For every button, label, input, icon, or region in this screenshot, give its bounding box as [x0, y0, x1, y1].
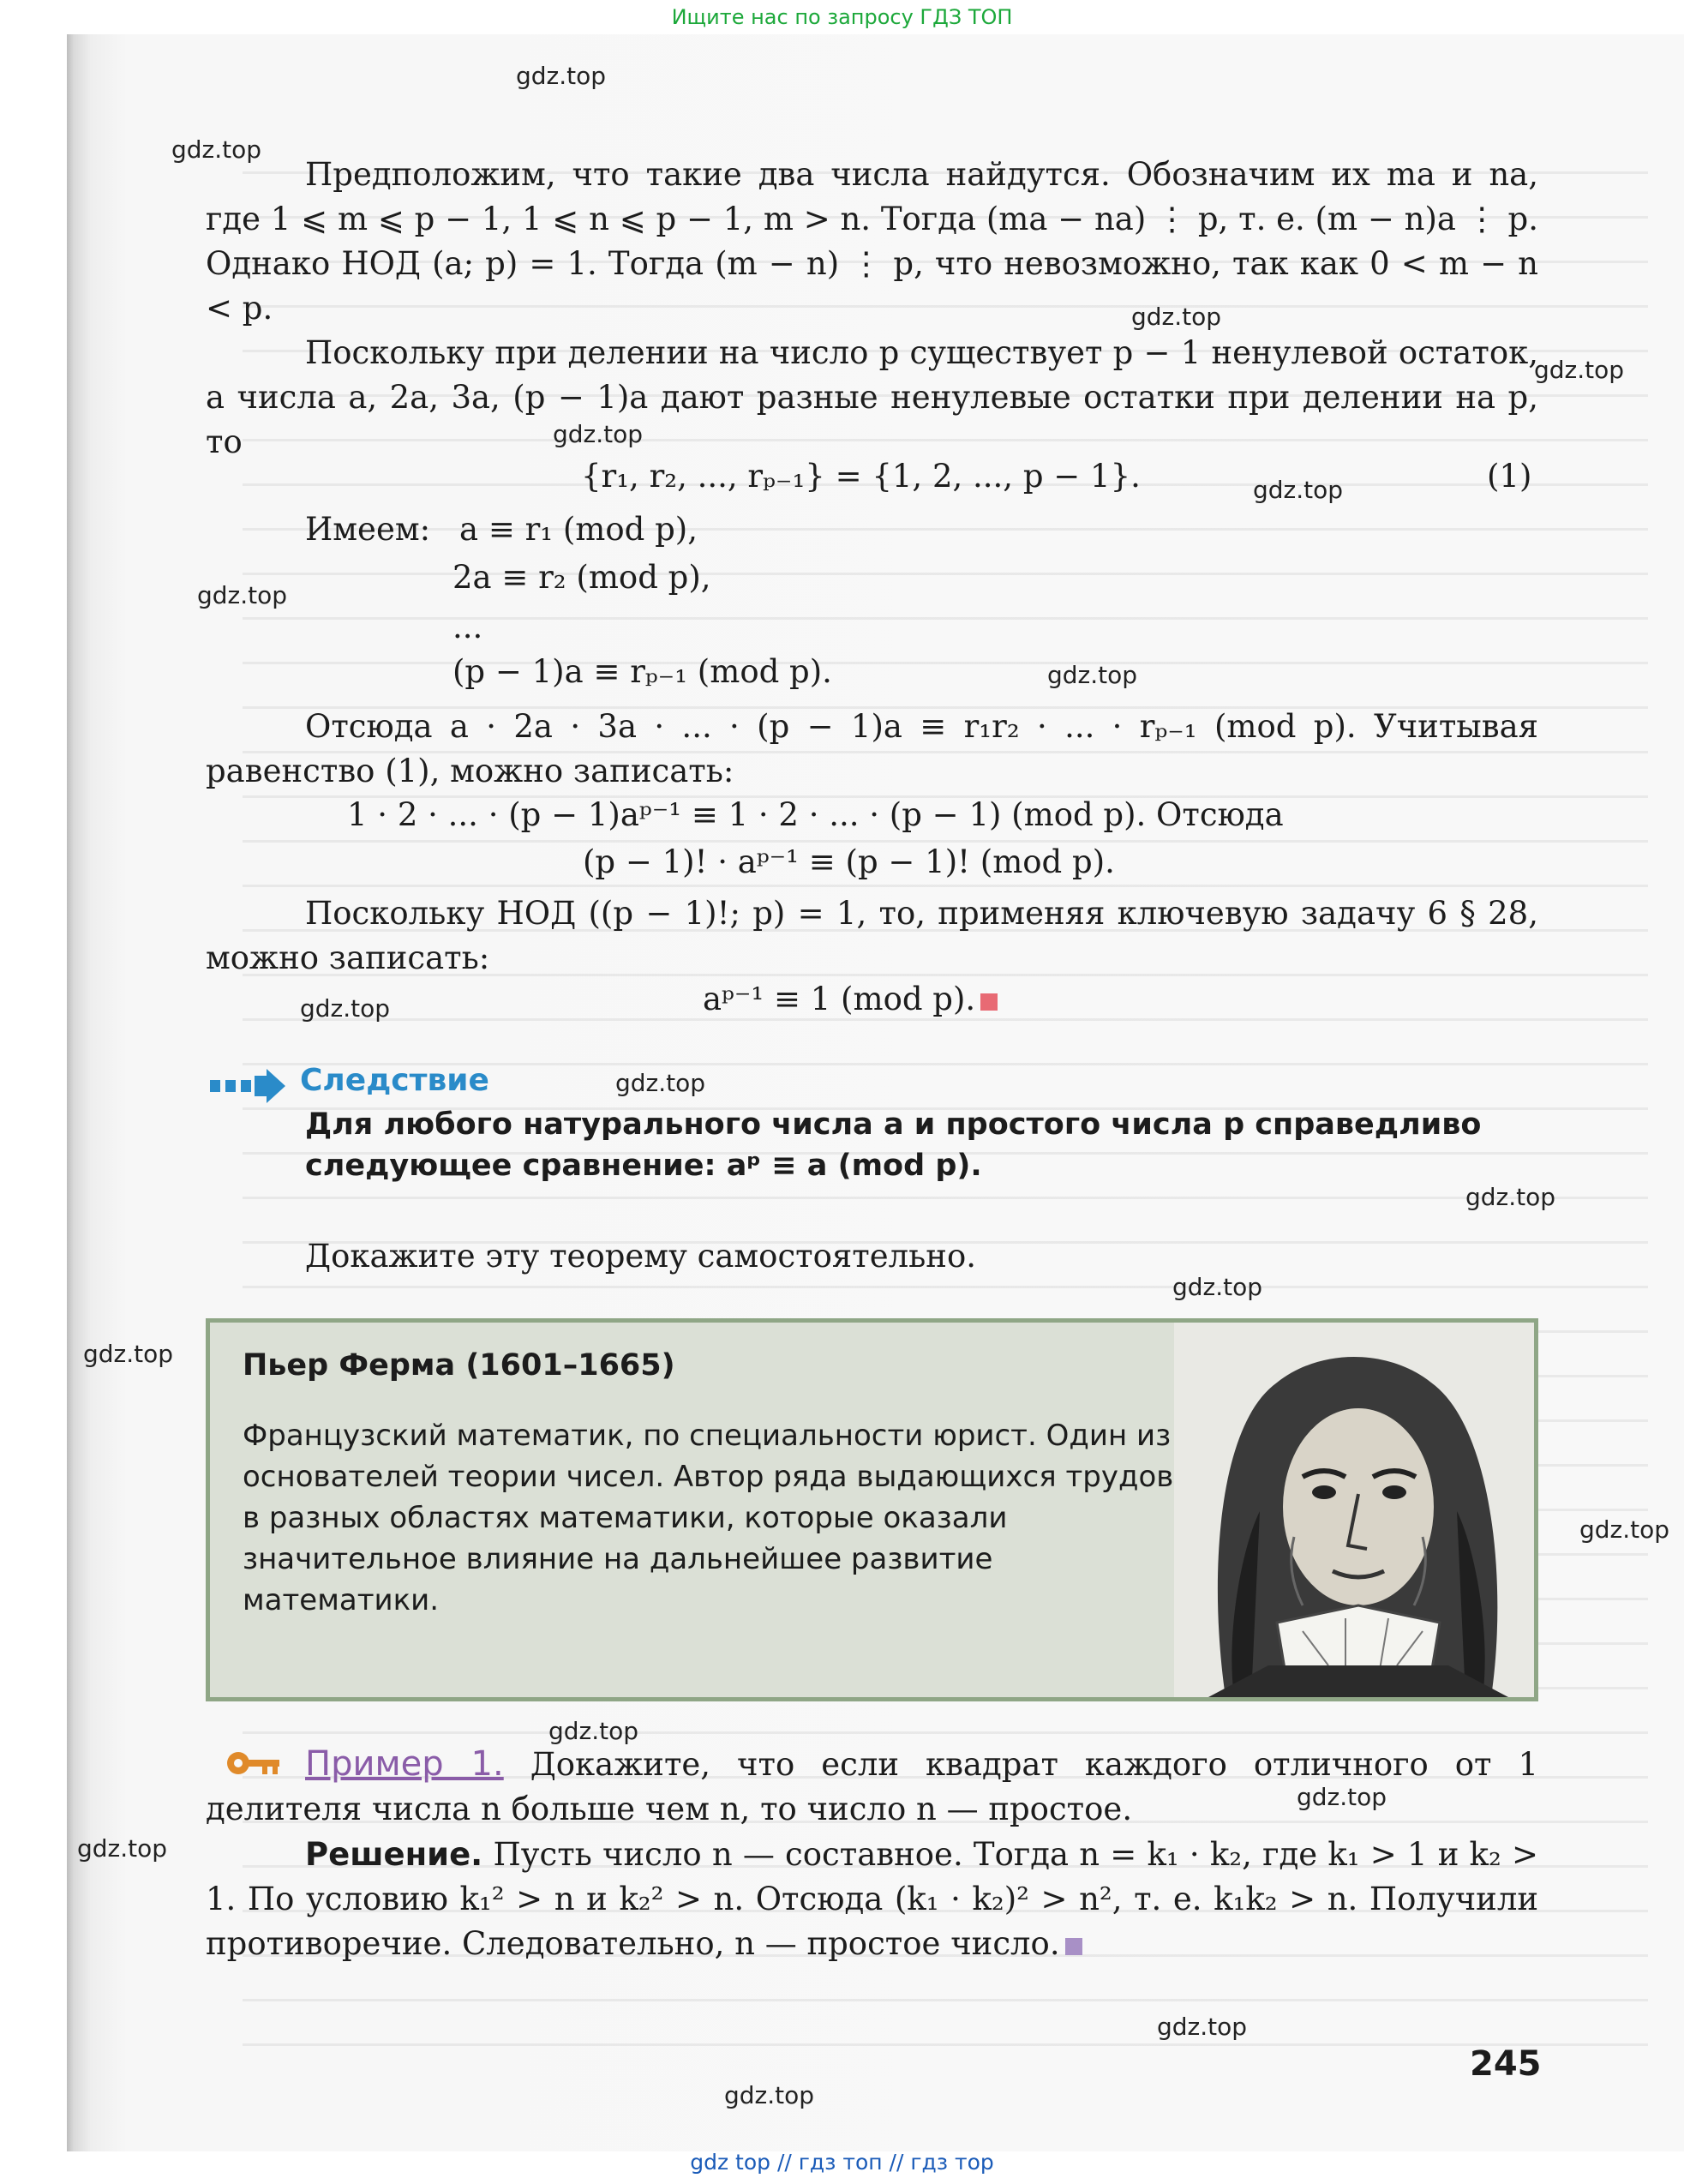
watermark: gdz.top [1131, 303, 1222, 331]
example-1-text: Докажите, что если квадрат каждого отличного от 1 делителя числа n больше чем n, то число n — простое. [206, 1746, 1539, 1827]
remainders-paragraph: Поскольку при делении на число p существует p − 1 ненулевой остаток, а числа a, 2a, 3a, (p − 1)a дают разные ненулевые остатки при делении на p, то [206, 334, 1538, 460]
congruence-2: 2a ≡ r₂ (mod p), [452, 559, 711, 596]
prove-yourself-text: Докажите эту теорему самостоятельно. [305, 1238, 976, 1275]
bottom-banner[interactable]: gdz top // гдз топ // гдз тор [690, 2150, 994, 2175]
example-1 [206, 1742, 1538, 1832]
top-banner[interactable]: Ищите нас по запросу ГДЗ ТОП [671, 5, 1013, 29]
fermat-biography-box [206, 1318, 1538, 1701]
congruence-dots: ... [452, 609, 483, 645]
watermark: gdz.top [548, 1717, 639, 1745]
have-label: Имеем: [305, 511, 431, 548]
product-paragraph: Отсюда a · 2a · 3a · ... · (p − 1)a ≡ r₁r₂ · ... · rₚ₋₁ (mod p). Учитывая равенство (1), можно записать: [206, 708, 1538, 789]
equation-3: (p − 1)! · aᵖ⁻¹ ≡ (p − 1)! (mod p). [583, 843, 1115, 880]
solution-label: Решение. [305, 1836, 483, 1873]
watermark: gdz.top [1172, 1273, 1263, 1301]
watermark: gdz.top [615, 1069, 706, 1097]
equation-2: 1 · 2 · ... · (p − 1)aᵖ⁻¹ ≡ 1 · 2 · ... · (p − 1) (mod p). Отсюда [347, 796, 1284, 833]
watermark: gdz.top [171, 135, 262, 164]
watermark: gdz.top [77, 1834, 168, 1863]
watermark: gdz.top [1465, 1183, 1556, 1211]
end-of-solution-marker [1065, 1938, 1082, 1955]
solution [206, 1833, 1538, 1966]
watermark: gdz.top [300, 994, 391, 1023]
watermark: gdz.top [1534, 356, 1625, 384]
watermark: gdz.top [1047, 661, 1138, 689]
proof-paragraph: Предположим, что такие два числа найдутся. Обозначим их ma и na, где 1 ⩽ m ⩽ p − 1, 1 ⩽ n ⩽ p − 1, m > n. Тогда (ma − na) ⋮ p, т. е. (m − n)a ⋮ p. Однако НОД (a; p) = 1. Тогда (m − n) ⋮ p, что невозможно, так как 0 < m − n < p. [206, 156, 1538, 327]
equation-1: {r₁, r₂, ..., rₚ₋₁} = {1, 2, ..., p − 1}. [581, 458, 1141, 495]
watermark: gdz.top [197, 581, 288, 609]
congruence-last: (p − 1)a ≡ rₚ₋₁ (mod p). [452, 653, 832, 690]
equation-1-number: (1) [1487, 458, 1532, 495]
watermark: gdz.top [83, 1340, 174, 1368]
watermark: gdz.top [1157, 2013, 1248, 2041]
page-number: 245 [1470, 2044, 1542, 2084]
congruence-1: a ≡ r₁ (mod p), [459, 511, 698, 548]
gcd-paragraph: Поскольку НОД ((p − 1)!; p) = 1, то, применяя ключевую задачу 6 § 28, можно записать: [206, 895, 1538, 976]
watermark: gdz.top [1579, 1515, 1670, 1544]
bio-title: Пьер Ферма (1601–1665) [243, 1348, 675, 1383]
arrow-icon [210, 1069, 287, 1103]
end-of-proof-marker [980, 993, 998, 1011]
fermat-portrait [1174, 1323, 1534, 1697]
watermark: gdz.top [1297, 1783, 1387, 1811]
watermark: gdz.top [553, 420, 644, 448]
watermark: gdz.top [724, 2081, 815, 2109]
equation-4-text: aᵖ⁻¹ ≡ 1 (mod p). [703, 981, 976, 1017]
watermark: gdz.top [516, 62, 607, 90]
bio-text: Французский математик, по специальности юрист. Один из основателей теории чисел. Автор ряда выдающихся трудов в разных областях математики, которые оказали значительное влияние на дальнейшее развитие математики. [243, 1419, 1174, 1617]
watermark: gdz.top [1253, 476, 1344, 504]
consequence-text: Для любого натурального числа a и простого числа p справедливо следующее сравнение: aᵖ ≡ a (mod p). [305, 1107, 1482, 1183]
equation-4 [703, 977, 998, 1022]
solution-text: Пусть число n — составное. Тогда n = k₁ · k₂, где k₁ > 1 и k₂ > 1. По условию k₁² > n и k₂² > n. Отсюда (k₁ · k₂)² > n², т. е. k₁k₂ > n. Получили противоречие. Следовательно, n — простое число. [206, 1836, 1538, 1962]
consequence-title: Следствие [300, 1063, 489, 1098]
example-1-label: Пример 1. [305, 1744, 504, 1784]
